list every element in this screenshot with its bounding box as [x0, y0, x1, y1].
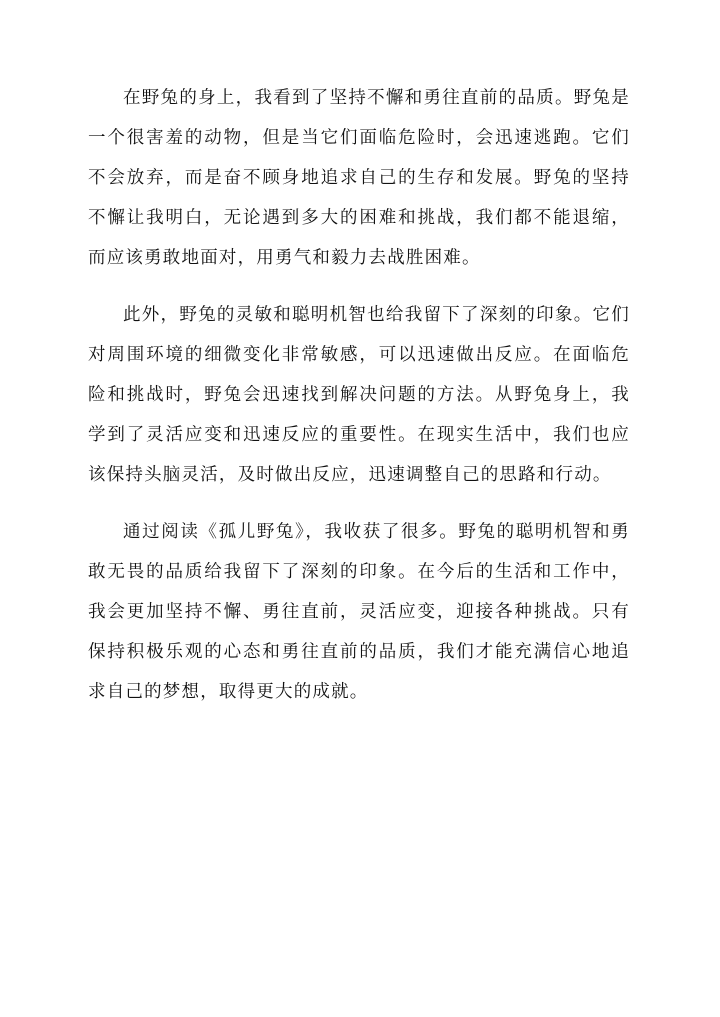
paragraph-2: 此外，野兔的灵敏和聪明机智也给我留下了深刻的印象。它们对周围环境的细微变化非常敏感，可以迅速做出反应。在面临危险和挑战时，野兔会迅速找到解决问题的方法。从野兔身上，我学到了灵活应变和迅速反应的重要性。在现实生活中，我们也应该保持头脑灵活，及时做出反应，迅速调整自己的思路和行动。 [88, 305, 630, 485]
paragraph-3: 通过阅读《孤儿野兔》，我收获了很多。野兔的聪明机智和勇敢无畏的品质给我留下了深刻的印象。在今后的生活和工作中，我会更加坚持不懈、勇往直前，灵活应变，迎接各种挑战。只有保持积极乐观的心态和勇往直前的品质，我们才能充满信心地追求自己的梦想，取得更大的成就。 [88, 522, 630, 702]
document-body [88, 78, 630, 712]
paragraph-1: 在野兔的身上，我看到了坚持不懈和勇往直前的品质。野兔是一个很害羞的动物，但是当它们面临危险时，会迅速逃跑。它们不会放弃，而是奋不顾身地追求自己的生存和发展。野兔的坚持不懈让我明白，无论遇到多大的困难和挑战，我们都不能退缩，而应该勇敢地面对，用勇气和毅力去战胜困难。 [88, 88, 630, 268]
